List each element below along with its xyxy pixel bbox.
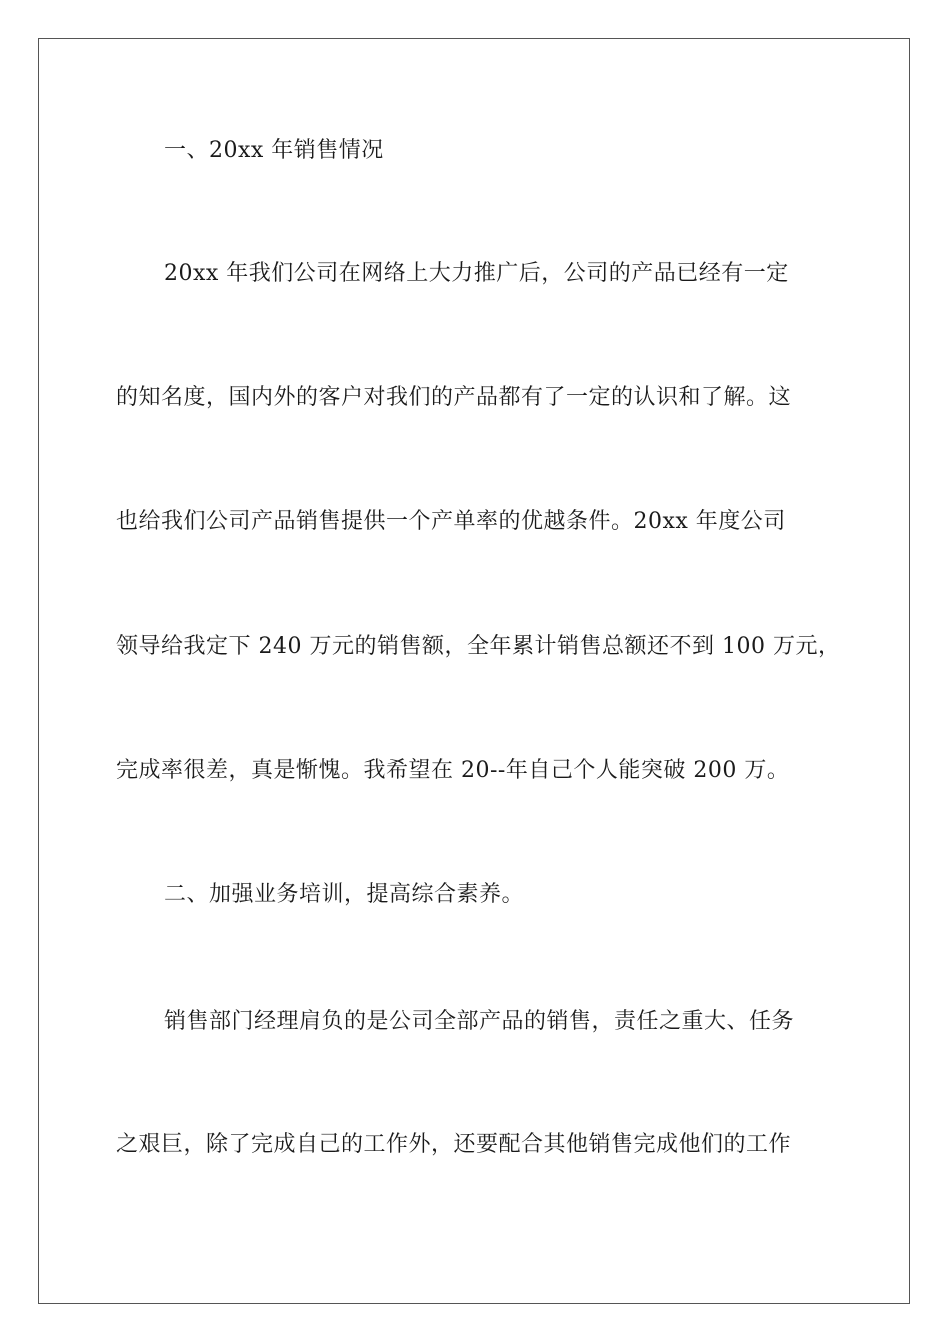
paragraph-line: 20xx 年我们公司在网络上大力推广后，公司的产品已经有一定 [164,261,789,286]
paragraph-line: 领导给我定下 240 万元的销售额，全年累计销售总额还不到 100 万元， [116,634,841,659]
paragraph-line: 完成率很差，真是惭愧。我希望在 20--年自己个人能突破 200 万。 [116,758,790,783]
page-frame [38,38,910,1304]
section-heading-sales: 一、20xx 年销售情况 [164,138,384,163]
paragraph-line: 之艰巨，除了完成自己的工作外，还要配合其他销售完成他们的工作 [116,1132,792,1157]
section-heading-training: 二、加强业务培训，提高综合素养。 [164,882,525,907]
paragraph-line: 也给我们公司产品销售提供一个产单率的优越条件。20xx 年度公司 [116,509,786,534]
paragraph-line: 销售部门经理肩负的是公司全部产品的销售，责任之重大、任务 [164,1009,795,1034]
paragraph-line: 的知名度，国内外的客户对我们的产品都有了一定的认识和了解。这 [116,385,792,410]
